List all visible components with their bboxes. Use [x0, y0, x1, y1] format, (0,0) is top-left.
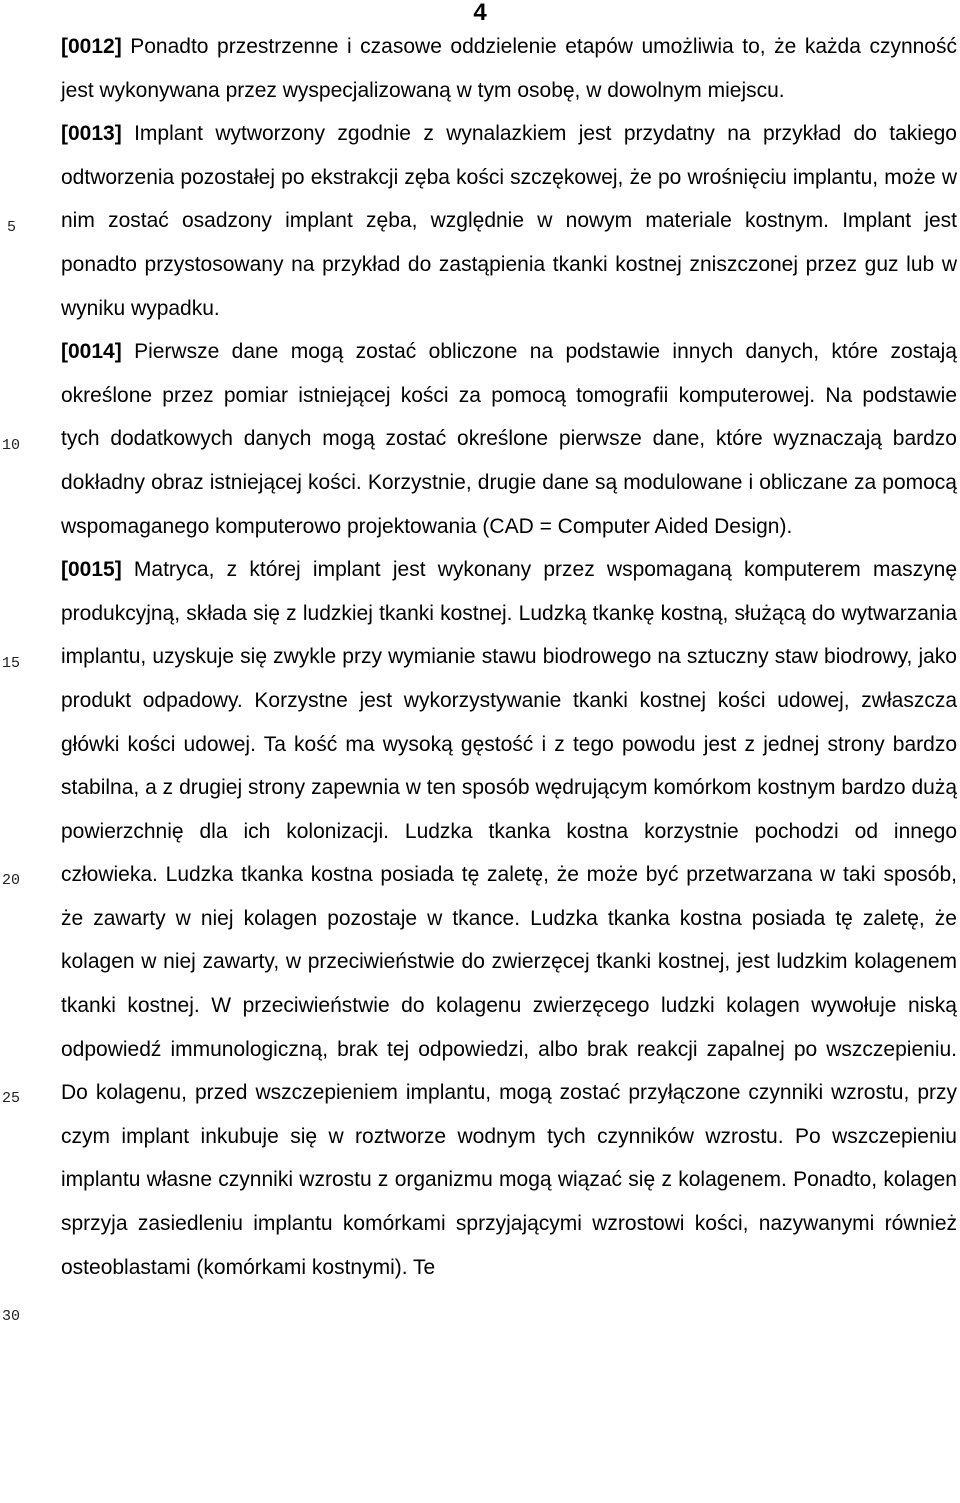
paragraph-ref: [0015]	[61, 558, 122, 582]
line-number-margin	[0, 0, 40, 1503]
paragraph-ref: [0014]	[61, 340, 122, 364]
paragraph-text: Pierwsze dane mogą zostać obliczone na podstawie innych danych, które zostają określone przez pomiar istniejącej kości za pomocą tomografii komputerowej. Na podstawie tych dodatkowych danych mogą zostać określone pierwsze dane, które wyznaczają bardzo dokładny obraz istniejącej kości. Korzystnie, drugie dane są modulowane i obliczane za pomocą wspomaganego komputerowo projektowania (CAD = Computer Aided Design).	[61, 340, 957, 538]
line-number-25: 25	[2, 1090, 21, 1107]
paragraph-ref: [0012]	[61, 35, 122, 58]
paragraph-text: Implant wytworzony zgodnie z wynalazkiem jest przydatny na przykład do takiego odtworzenia pozostałej po ekstrakcji zęba kości szczękowej, że po wrośnięciu implantu, może w nim zostać osadzony implant zęba, względnie w nowym materiale kostnym. Implant jest ponadto przystosowany na przykład do zastąpienia tkanki kostnej zniszczonej przez guz lub w wyniku wypadku.	[61, 122, 957, 320]
paragraph-0014	[61, 330, 957, 548]
document-body	[61, 25, 957, 1289]
paragraph-0012	[61, 25, 957, 112]
line-number-5: 5	[7, 219, 17, 236]
line-number-10: 10	[2, 437, 21, 454]
paragraph-text: Ponadto przestrzenne i czasowe oddzielenie etapów umożliwia to, że każda czynność jest wykonywana przez wyspecjalizowaną w tym osobę, w dowolnym miejscu.	[61, 35, 957, 102]
paragraph-text: Matryca, z której implant jest wykonany przez wspomaganą komputerem maszynę produkcyjną, składa się z ludzkiej tkanki kostnej. Ludzką tkankę kostną, służącą do wytwarzania implantu, uzyskuje się zwykle przy wymianie stawu biodrowego na sztuczny staw biodrowy, jako produkt odpadowy. Korzystne jest wykorzystywanie tkanki kostnej kości udowej, zwłaszcza główki kości udowej. Ta kość ma wysoką gęstość i z tego powodu jest z jednej strony bardzo stabilna, a z drugiej strony zapewnia w ten sposób wędrującym komórkom kostnym bardzo dużą powierzchnię dla ich kolonizacji. Ludzka tkanka kostna korzystnie pochodzi od innego człowieka. Ludzka tkanka kostna posiada tę zaletę, że może być przetwarzana w taki sposób, że zawarty w niej kolagen pozostaje w tkance. Ludzka tkanka kostna posiada tę zaletę, że kolagen w niej zawarty, w przeciwieństwie do zwierzęcej tkanki kostnej, jest ludzkim kolagenem tkanki kostnej. W przeciwieństwie do kolagenu zwierzęcego ludzki kolagen wywołuje niską odpowiedź immunologiczną, brak tej odpowiedzi, albo brak reakcji zapalnej po wszczepieniu. Do kolagenu, przed wszczepieniem implantu, mogą zostać przyłączone czynniki wzrostu, przy czym implant inkubuje się w roztworze wodnym tych czynników wzrostu. Po wszczepieniu implantu własne czynniki wzrostu z organizmu mogą wiązać się z kolagenem. Ponadto, kolagen sprzyja zasiedleniu implantu komórkami sprzyjającymi wzrostowi kości, nazywanymi również osteoblastami (komórkami kostnymi). Te	[61, 558, 957, 1279]
page-number: 4	[473, 0, 487, 26]
paragraph-0015	[61, 548, 957, 1289]
paragraph-ref: [0013]	[61, 122, 122, 146]
paragraph-0013	[61, 112, 957, 330]
line-number-30: 30	[2, 1308, 21, 1325]
line-number-20: 20	[2, 872, 21, 889]
line-number-15: 15	[2, 655, 21, 672]
